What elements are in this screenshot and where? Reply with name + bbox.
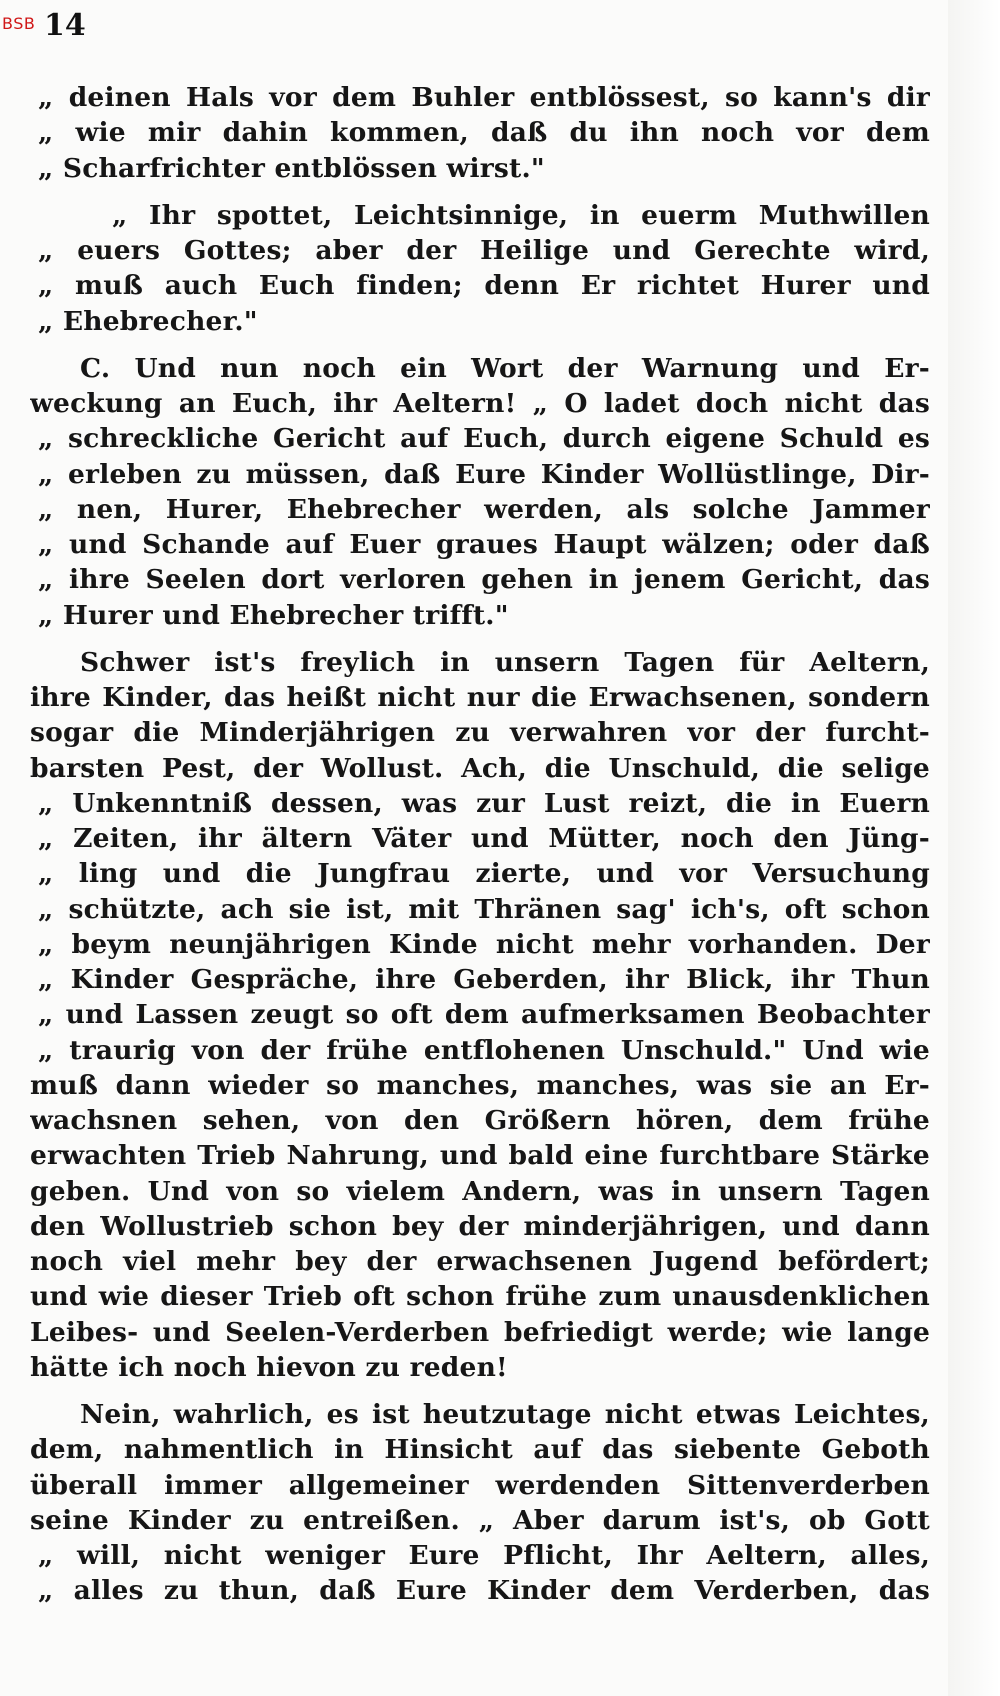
text-line: „ ihre Seelen dort verloren gehen in jenem Gericht, das — [38, 564, 930, 596]
page-edge-shadow — [948, 0, 1000, 1696]
text-line: sogar die Minderjährigen zu verwahren vor der furcht- — [30, 717, 930, 749]
text-line: „ ling und die Jungfrau zierte, und vor Versuchung — [38, 858, 930, 890]
text-line: „ Scharfrichter entblössen wirst." — [38, 152, 545, 184]
text-line: „ schreckliche Gericht auf Euch, durch eigene Schuld es — [38, 423, 930, 455]
text-line: dem, nahmentlich in Hinsicht auf das siebente Geboth — [30, 1434, 930, 1466]
text-line: den Wollustrieb schon bey der minderjährigen, und dann — [30, 1210, 930, 1242]
text-line: „ muß auch Euch finden; denn Er richtet Hurer und — [38, 270, 930, 302]
text-line: „ Unkenntniß dessen, was zur Lust reizt, die in Euern — [38, 787, 930, 819]
text-line: „ schützte, ach sie ist, mit Thränen sag' ich's, oft schon — [38, 893, 930, 925]
library-watermark: BSB — [2, 14, 36, 33]
text-line: „ Hurer und Ehebrecher trifft." — [38, 599, 509, 631]
text-line: „ traurig von der frühe entflohenen Unschuld." Und wie — [38, 1034, 930, 1066]
text-line: „ Zeiten, ihr ältern Väter und Mütter, noch den Jüng- — [38, 823, 930, 854]
text-line: erwachten Trieb Nahrung, und bald eine furchtbare Stärke — [30, 1140, 930, 1172]
text-line: „ Ehebrecher." — [38, 305, 258, 337]
text-line: „ und Schande auf Euer graues Haupt wälzen; oder daß — [38, 529, 930, 560]
text-line: „ deinen Hals vor dem Buhler entblössest, so kann's dir — [38, 82, 930, 113]
page-number: 14 — [44, 8, 86, 43]
text-line: ihre Kinder, das heißt nicht nur die Erwachsenen, sondern — [30, 682, 930, 713]
text-line: „ euers Gottes; aber der Heilige und Gerechte wird, — [38, 235, 930, 266]
text-line: barsten Pest, der Wollust. Ach, die Unschuld, die selige — [30, 752, 930, 784]
text-line: „ will, nicht weniger Eure Pflicht, Ihr Aeltern, alles, — [38, 1540, 930, 1571]
text-line: „ beym neunjährigen Kinde nicht mehr vorhanden. Der — [38, 928, 930, 960]
body-text — [30, 80, 930, 1609]
text-line: Schwer ist's freylich in unsern Tagen für Aeltern, — [80, 646, 930, 678]
text-line: „ erleben zu müssen, daß Eure Kinder Wollüstlinge, Dir- — [38, 458, 930, 490]
text-line: wachsnen sehen, von den Größern hören, dem frühe — [30, 1105, 930, 1136]
text-line: hätte ich noch hievon zu reden! — [30, 1351, 508, 1383]
text-line: seine Kinder zu entreißen. „ Aber darum ist's, ob Gott — [30, 1504, 930, 1536]
text-line: weckung an Euch, ihr Aeltern! „ O ladet doch nicht das — [30, 388, 930, 419]
text-line: „ und Lassen zeugt so oft dem aufmerksamen Beobachter — [38, 999, 930, 1031]
text-line: überall immer allgemeiner werdenden Sittenverderben — [30, 1469, 930, 1501]
text-line: Nein, wahrlich, es ist heutzutage nicht etwas Leichtes, — [80, 1399, 930, 1430]
text-line: „ Kinder Gespräche, ihre Geberden, ihr Blick, ihr Thun — [38, 964, 930, 995]
text-line: Leibes- und Seelen-Verderben befriedigt werde; wie lange — [30, 1316, 930, 1348]
text-line: geben. Und von so vielem Andern, was in unsern Tagen — [30, 1175, 930, 1207]
text-line: „ nen, Hurer, Ehebrecher werden, als solche Jammer — [38, 493, 930, 525]
text-line: noch viel mehr bey der erwachsenen Jugend befördert; — [30, 1246, 930, 1277]
text-line: und wie dieser Trieb oft schon frühe zum unausdenklichen — [30, 1281, 930, 1313]
text-line: C. Und nun noch ein Wort der Warnung und Er- — [80, 352, 930, 384]
text-line: muß dann wieder so manches, manches, was sie an Er- — [30, 1069, 930, 1101]
text-line: „ wie mir dahin kommen, daß du ihn noch vor dem — [38, 117, 930, 149]
text-line: „ alles zu thun, daß Eure Kinder dem Verderben, das — [38, 1575, 930, 1607]
text-line: „ Ihr spottet, Leichtsinnige, in euerm Muthwillen — [112, 199, 930, 231]
